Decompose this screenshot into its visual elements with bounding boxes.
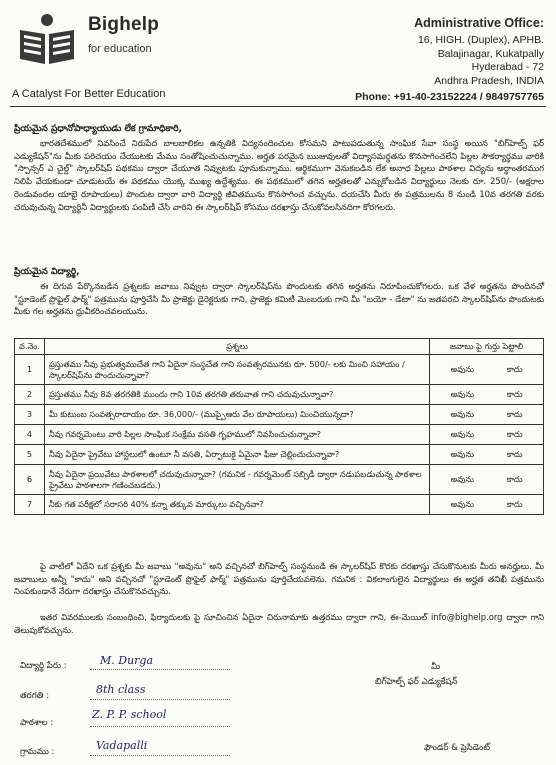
office-title: Administrative Office: bbox=[414, 16, 544, 30]
student-name-label: విద్యార్థి పేరు : bbox=[20, 661, 67, 671]
question-text: ప్రస్తుతము నీవు 8వ తరగతికి ముందు గాని 10వ తరగతి తరువాత గాని చదువుచున్నావా? bbox=[44, 385, 429, 405]
table-row bbox=[15, 355, 544, 385]
row-number: 2 bbox=[15, 385, 45, 405]
answer-cell bbox=[430, 355, 544, 385]
answer-cell bbox=[430, 495, 544, 515]
intro-paragraph: భారతదేశములో నివసించే నిరుపేద బాలబాలికల ఉన్నతికి విద్యనందించుట కోసమని పాటుపడుతున్న సాంఘిక సేవా సంస్థ అయిన "బిగ్‌హెల్ప్ ఫర్ ఎడ్యుకేషన్"ను మీకు పరిచయం చేయుటకు మేము సంతోషించుచున్నాము. అర్హత పరమైన ఋజువులతో విద్యాసమర్థతను కొనసాగించలేని పిల్లల సౌకర్యార్థము వారికి "స్పాన్సర్ ఎ చైల్డ్" స్కాలర్‌షిప్ పథకము ద్వారా చేయూత నివ్వుటకు పూనుకున్నాము. ఆర్థికముగా వెనుకబడిన లేక అనాధ పిల్లలు పాఠశాల విద్యను అర్థాంతరముగ నిలిపి వేయకుండా చూడుటయే ఈ పథకము యొక్క ముఖ్య ఉద్దేశ్యము. ఈ పథకములో తగిన అర్హతలతో ఎన్నుకోబడిన విద్యార్థులు నెలకు రూ. 250/- (అక్షరాల రెండువందల యాభై రూపాయలు) పొందుట ద్వారా వారి విద్యార్థి జీవితమును కొనసాగించ వచ్చును. దయచేసి మీరు ఈ పత్రములను 8 నుండి 10వ తరగతి వరకు చదువుచున్న విద్యార్థినీ విద్యార్థులకు పంపిణీ చేసి వారిని ఈ స్కాలర్‌షిప్ కోసము దరఖాస్తు చేసుకోవలసినదిగా కోరగలరు. bbox=[14, 138, 544, 212]
no-option[interactable]: కాదు bbox=[506, 429, 523, 439]
yes-option[interactable]: అవును bbox=[450, 449, 474, 459]
salutation: ప్రియమైన ప్రధానోపాధ్యాయుడు లేక గ్రామాధికారి, bbox=[14, 124, 183, 134]
village-label: గ్రామము : bbox=[20, 747, 55, 757]
no-option[interactable]: కాదు bbox=[506, 499, 523, 509]
question-text: నీవు ఏదైనా ప్రైవేటు హాస్టలులో ఉంటూ నీ వసతి, ఏర్పాటుకై ఏమైనా ఫీజు చెల్లించుచున్నావా? bbox=[44, 445, 429, 465]
no-option[interactable]: కాదు bbox=[506, 409, 523, 419]
column-header: జవాబు పై గుర్తు పెట్టాలి bbox=[430, 339, 544, 355]
table-row bbox=[15, 405, 544, 425]
no-option[interactable]: కాదు bbox=[506, 449, 523, 459]
address-line: Hyderabad - 72 bbox=[471, 61, 544, 73]
bighelp-logo-icon bbox=[18, 12, 76, 66]
row-number: 6 bbox=[15, 465, 45, 495]
row-number: 7 bbox=[15, 495, 45, 515]
class-label: తరగతి : bbox=[20, 691, 50, 701]
student-greeting: ప్రియమైన విద్యార్థి, bbox=[14, 267, 80, 277]
contact-paragraph: ఇతర వివరములకు సంబంధించి, ఫిర్యాదులకు పై సూచించిన ఏదైనా చిరునామాకు ఉత్తరము ద్వారా గాని, ఈ-మెయిల్ info@bighelp.org ద్వారా గాని తెలుపుకోవచ్చును. bbox=[14, 612, 544, 635]
table-row bbox=[15, 465, 544, 495]
signature-closing: మీ bbox=[431, 662, 441, 672]
no-option[interactable]: కాదు bbox=[506, 389, 523, 399]
phone-number: Phone: +91-40-23152224 / 9849757765 bbox=[355, 91, 544, 103]
no-option[interactable]: కాదు bbox=[506, 474, 523, 484]
school-label: పాఠశాల : bbox=[20, 718, 54, 728]
table-row bbox=[15, 385, 544, 405]
yes-option[interactable]: అవును bbox=[450, 429, 474, 439]
yes-option[interactable]: అవును bbox=[450, 499, 474, 509]
answer-cell bbox=[430, 405, 544, 425]
brand-subtitle: for education bbox=[88, 43, 152, 55]
answer-cell bbox=[430, 445, 544, 465]
row-number: 1 bbox=[15, 355, 45, 385]
question-text: ప్రస్తుతము నీవు ప్రభుత్వముచేత గాని ఏదైనా సంస్థచేత గాని సంవత్సరమునకు రూ. 500/- లకు మించి సహాయం / స్కాలర్‌షిప్‌ను పొందుచున్నావా? bbox=[44, 355, 429, 385]
row-number: 5 bbox=[15, 445, 45, 465]
tagline: A Catalyst For Better Education bbox=[12, 88, 166, 100]
table-row bbox=[15, 425, 544, 445]
address-line: Balajinagar, Kukatpally bbox=[437, 47, 544, 60]
question-text: నీకు గత పరీక్షలో సరాసరి 40% కన్నా తక్కువ మార్కులు వచ్చినవా? bbox=[44, 495, 429, 515]
no-option[interactable]: కాదు bbox=[506, 364, 523, 374]
eligibility-table bbox=[14, 338, 544, 515]
row-number: 3 bbox=[15, 405, 45, 425]
answer-cell bbox=[430, 465, 544, 495]
yes-option[interactable]: అవును bbox=[450, 474, 474, 484]
table-row bbox=[15, 495, 544, 515]
eligibility-note-paragraph: పై వాటిలో ఏదేని ఒక ప్రశ్నకు మీ జవాబు "అవును" అని వచ్చినచో బిగ్‌హెల్ప్ సంస్థనుండి ఈ స్కాలర్‌షిప్ కొరకు దరఖాస్తు చేసుకొనుటకు మీరు అనర్హులు. మీ జవాబులు అన్నీ "కాదు" అని వచ్చినచో "స్టూడెంట్ ప్రొఫైల్ ఫార్మ్" పత్రమును పూర్తిచేయవలెను. గమనిక : వికలాంగులైన విద్యార్థులు ఈ అర్హత తనిఖీ పత్రమును నింపకుండానే నేరుగా దరఖాస్తు చేసుకొనవచ్చును. bbox=[14, 561, 544, 597]
question-text: మీ కుటుంబ సంవత్సరాదాయం రూ. 36,000/- (ముప్పైఆరు వేల రూపాయలు) మించియున్నదా? bbox=[44, 405, 429, 425]
address-line: Andhra Pradesh, INDIA bbox=[434, 74, 544, 87]
table-row bbox=[15, 445, 544, 465]
class-value: 8th class bbox=[96, 683, 146, 696]
header-divider bbox=[10, 106, 546, 107]
instructions-paragraph: ఈ దిగువ పేర్కొనబడిన ప్రశ్నలకు జవాబు నివ్వుట ద్వారా స్కాలర్‌షిప్‌ను పొందుటకు తగిన అర్హతను నిరూపించుకోగలరు. ఒక వేళ అర్హతను పొందినచో "స్టూడెంట్ ప్రొఫైల్ ఫార్మ్" పత్రమును పూర్తిచేసి మీ ప్రాజెక్టు డైరెక్టరుకు గాని, ప్రాజెక్టు కమిటీ మెంబరుకు గాని మీ "బయో - డేటా" ను జతపరచి స్కాలర్‌షిప్‌ను పొందుటకు మీకు గల అర్హతను ధ్రువీకరించవలయును. bbox=[14, 281, 544, 317]
yes-option[interactable]: అవును bbox=[450, 364, 474, 374]
question-text: నీవు గవర్నమెంటు వారి పిల్లల సాంఘిక సంక్షేమ వసతి గృహములో నివసించుచున్నావా? bbox=[44, 425, 429, 445]
column-header: వ.నెం. bbox=[15, 339, 45, 355]
yes-option[interactable]: అవును bbox=[450, 409, 474, 419]
column-header: ప్రశ్నలు bbox=[44, 339, 429, 355]
question-text: నీవు ఏదైనా ప్రయివేటు పాఠశాలలో చదువుచున్నావా? (గమనిక - గవర్నమెంట్ సబ్సిడీ ద్వారా నడుపబడుచున్న పాఠశాల ప్రైవేటు పాఠశాలగా గణించబడదు.) bbox=[44, 465, 429, 495]
school-value: Z. P. P. school bbox=[92, 708, 167, 721]
signature-organization: బిగ్‌హెల్ప్ ఫర్ ఎడ్యుకేషన్ bbox=[375, 677, 458, 687]
signature-title: ఫౌండర్ & ప్రెసిడెంట్ bbox=[424, 743, 490, 753]
student-name-value: M. Durga bbox=[100, 654, 154, 667]
village-value: Vadapalli bbox=[96, 739, 148, 752]
yes-option[interactable]: అవును bbox=[450, 389, 474, 399]
table-header-row bbox=[15, 339, 544, 355]
address-line: 16, HIGH. (Duplex), APHB. bbox=[417, 34, 544, 46]
office-address bbox=[334, 16, 544, 88]
row-number: 4 bbox=[15, 425, 45, 445]
brand-name: Bighelp bbox=[88, 14, 160, 35]
answer-cell bbox=[430, 425, 544, 445]
answer-cell bbox=[430, 385, 544, 405]
